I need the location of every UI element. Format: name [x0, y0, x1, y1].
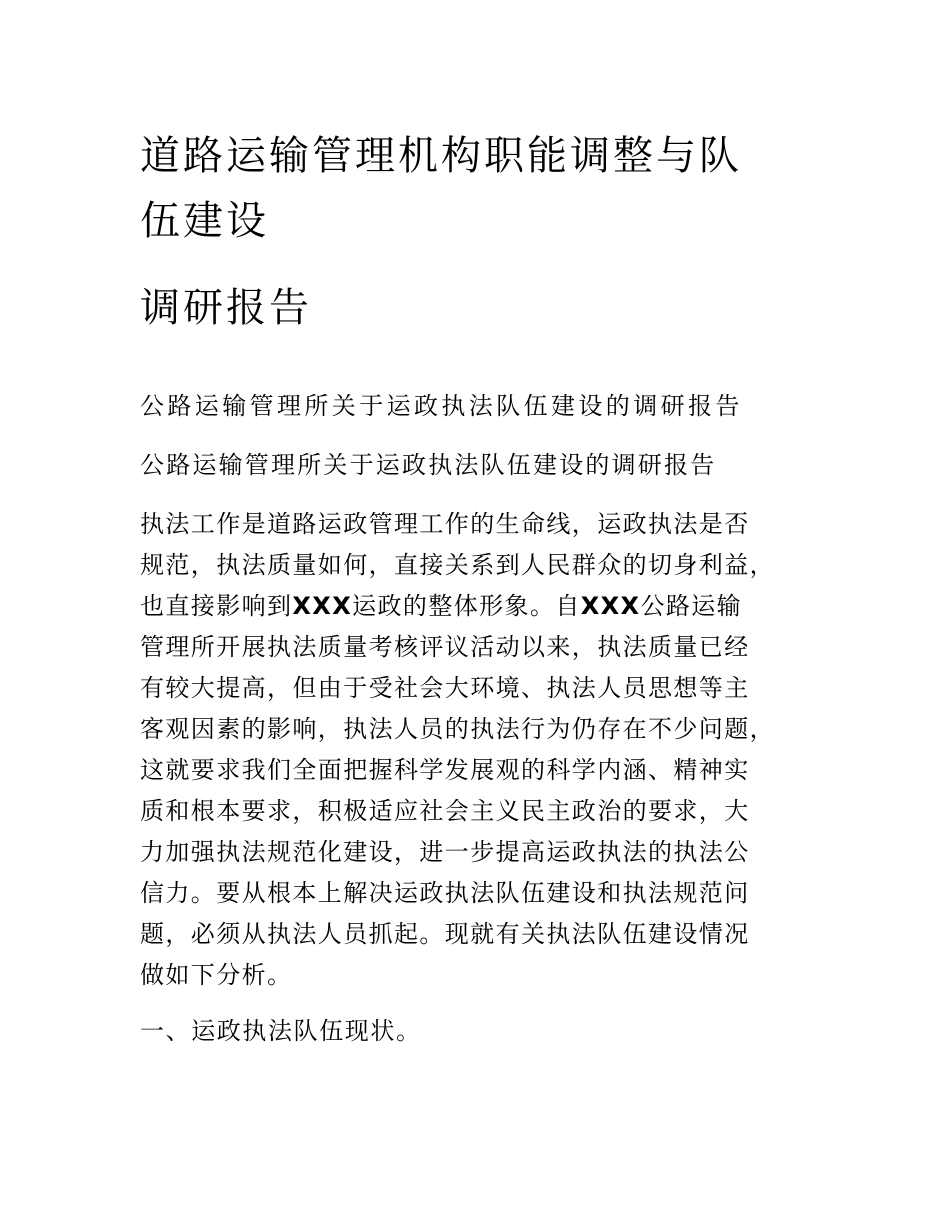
body-line-10: 信力。要从根本上解决运政执法队伍建设和执法规范问 — [140, 879, 750, 907]
body-line-2: 规范，执法质量如何，直接关系到人民群众的切身利益， — [140, 551, 775, 579]
body-line-3-post: 公路运输 — [640, 592, 743, 620]
body-line-4: 管理所开展执法质量考核评议活动以来，执法质量已经 — [140, 633, 750, 661]
section-heading-1: 一、运政执法队伍现状。 — [140, 1017, 422, 1045]
placeholder-xxx-1: XXX — [292, 592, 353, 620]
body-line-11: 题，必须从执法人员抓起。现就有关执法队伍建设情况 — [140, 920, 750, 948]
placeholder-xxx-2: XXX — [580, 592, 641, 620]
body-line-3 — [140, 591, 742, 621]
document-subtitle-1: 公路运输管理所关于运政执法队伍建设的调研报告 — [140, 392, 743, 420]
document-title-line-2: 伍建设 — [140, 198, 269, 244]
body-line-8: 质和根本要求，积极适应社会主义民主政治的要求，大 — [140, 797, 750, 825]
document-title-line-3: 调研报告 — [140, 285, 312, 331]
body-line-3-pre: 也直接影响到 — [140, 592, 293, 620]
body-line-5: 有较大提高，但由于受社会大环境、执法人员思想等主 — [140, 674, 750, 702]
body-line-1: 执法工作是道路运政管理工作的生命线，运政执法是否 — [140, 510, 750, 538]
body-line-12: 做如下分析。 — [140, 961, 293, 989]
body-line-3-mid: 运政的整体形象。自 — [352, 592, 581, 620]
body-line-6: 客观因素的影响，执法人员的执法行为仍存在不少问题， — [140, 715, 775, 743]
document-subtitle-2: 公路运输管理所关于运政执法队伍建设的调研报告 — [140, 451, 717, 479]
body-line-9: 力加强执法规范化建设，进一步提高运政执法的执法公 — [140, 838, 750, 866]
body-line-7: 这就要求我们全面把握科学发展观的科学内涵、精神实 — [140, 756, 750, 784]
document-title-line-1: 道路运输管理机构职能调整与队 — [140, 133, 742, 179]
